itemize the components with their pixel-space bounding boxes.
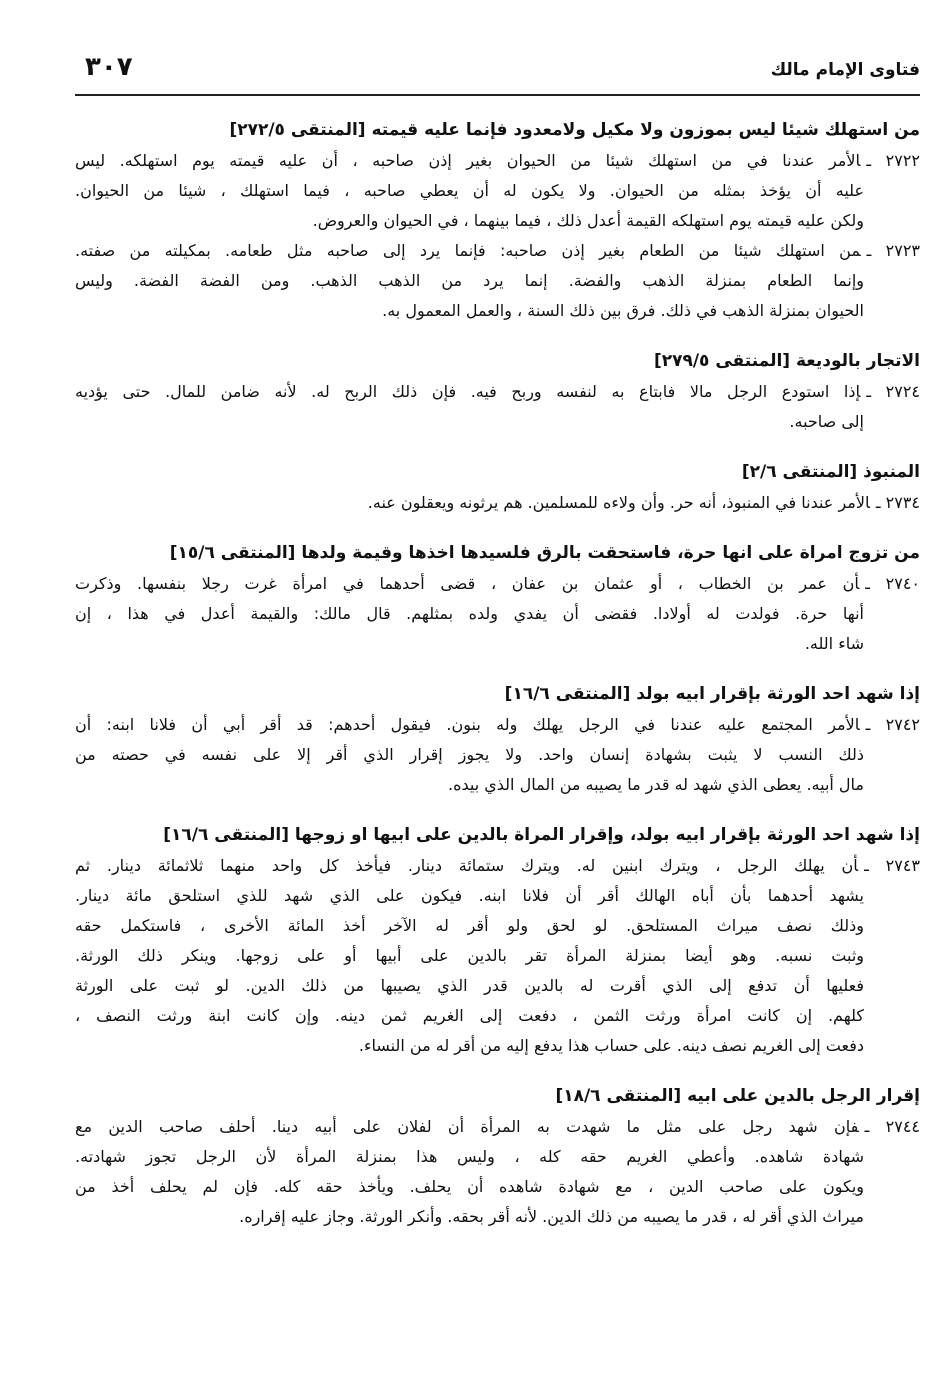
section-heading: من استهلك شيئا ليس بموزون ولا مكيل ولامعدود فإنما عليه قيمته [المنتقى ٢٧٢/٥] (229, 120, 920, 140)
text-line (75, 1001, 920, 1031)
running-header (75, 52, 920, 92)
text-line (75, 488, 920, 518)
text-line (75, 296, 920, 326)
section (75, 114, 920, 326)
line-text: ولكن عليه قيمته يوم استهلكه القيمة أعدل ذلك ، فيما بينهما ، في الحيوان والعروض. (312, 211, 864, 230)
paragraph-number: ٢٧٤٣ ـ (864, 856, 920, 875)
line-text: الحيوان بمنزلة الذهب في ذلك. فرق بين ذلك السنة ، والعمل المعمول به. (382, 301, 864, 320)
text-line (75, 266, 920, 296)
text-line (75, 971, 920, 1001)
line-text: ميراث الذي أقر له ، قدر ما يصيبه من ذلك الدين. لأنه أقر بحقه. وأنكر الورثة. وجاز عليه إقراره. (239, 1207, 864, 1226)
line-text: ويكون على صاحب الدين ، مع شهادة شاهده أن يحلف. ويأخذ حقه كله. فإن لم يحلف أخذ من (75, 1177, 864, 1196)
section-heading: إذا شهد احد الورثة بإقرار ابيه بولد، وإقرار المراة بالدين على ابيها او زوجها [المنتقى ١٦/٦] (163, 825, 920, 845)
line-text: يشهد أحدهما بأن أباه الهالك أقر أن فلانا ابنه. فيكون على الذي شهد للذي استلحق مائة دينار. (75, 886, 864, 905)
fatwa-paragraph (75, 851, 920, 1061)
section-heading: المنبوذ [المنتقى ٢/٦] (741, 462, 920, 482)
line-text: مال أبيه. يعطى الذي شهد له قدر ما يصيبه من المال الذي بيده. (448, 775, 864, 794)
section-heading: من تزوج امراة على انها حرة، فاستحقت بالرق فلسيدها اخذها وقيمة ولدها [المنتقى ١٥/٦] (169, 543, 920, 563)
paragraph-number: ٢٧٣٤ ـ (875, 493, 920, 512)
paragraph-number: ٢٧٢٣ ـ (866, 241, 920, 260)
fatwa-paragraph (75, 488, 920, 518)
line-text: وذلك نصف ميراث المستلحق. لو لحق ولو أقر له الآخر أخذ المائة الأخرى ، فاستكمل حقه (75, 916, 864, 935)
line-text: أنها حرة. فولدت له أولادا. فقضى أن يفدي ولده بمثلهم. قال مالك: والقيمة أعدل في هذا ، إن (75, 604, 864, 623)
section-heading: إقرار الرجل بالدين على ابيه [المنتقى ١٨/٦] (555, 1086, 920, 1106)
section (75, 456, 920, 518)
text-line (75, 770, 920, 800)
line-text: عليه أن يؤخذ بمثله من الحيوان. ولا يكون له أن يعطي صاحبه ، فيما استهلك ، شيئا من الحيوان. (75, 181, 864, 200)
section (75, 819, 920, 1061)
text-line (75, 569, 920, 599)
text-line (75, 407, 920, 437)
fatwa-paragraph (75, 569, 920, 659)
section (75, 537, 920, 659)
page-body (75, 114, 920, 1232)
text-line (75, 377, 920, 407)
fatwa-paragraph (75, 710, 920, 800)
fatwa-paragraph (75, 1112, 920, 1232)
line-text: شاء الله. (804, 634, 864, 653)
line-text: إذا استودع الرجل مالا فابتاع به لنفسه وربح فيه. فإن ذلك الربح له. لأنه ضامن للمال. حتى يؤديه (75, 382, 861, 401)
paragraph-number: ٢٧٤٤ ـ (864, 1117, 920, 1136)
text-line (75, 206, 920, 236)
line-text: الأمر عندنا في من استهلك شيئا من الحيوان بغير إذن صاحبه ، أن عليه قيمته يوم استهلكه. ليس (75, 151, 861, 170)
text-line (75, 146, 920, 176)
line-text: من استهلك شيئا من الطعام بغير إذن صاحبه: فإنما يرد إلى صاحبه مثل طعامه. بمكيلته من صفته. (75, 241, 861, 260)
text-line (75, 176, 920, 206)
paragraph-number: ٢٧٤٢ ـ (865, 715, 920, 734)
line-text: فعليها أن تدفع إلى الذي أقرت له بالدين قدر الذي يصيبها من ذلك الدين. لو ثبت على الورثة (75, 976, 864, 995)
text-line (75, 1112, 920, 1142)
line-text: فإن شهد رجل على مثل ما شهدت به المرأة أن لفلان على أبيه دينا. أحلف صاحب الدين مع (75, 1117, 859, 1136)
line-text: أن عمر بن الخطاب ، أو عثمان بن عفان ، قضى أحدهما في امرأة غرت رجلا بنفسها. وذكرت (75, 574, 860, 593)
line-text: شهادة شاهده. وأعطي الغريم حقه كله ، وليس هذا بمنزلة المرأة لأن الرجل تجوز شهادته. (75, 1147, 864, 1166)
line-text: إلى صاحبه. (789, 412, 864, 431)
book-title: فتاوى الإمام مالك (770, 60, 920, 80)
text-line (75, 941, 920, 971)
text-line (75, 1202, 920, 1232)
text-line (75, 236, 920, 266)
text-line (75, 740, 920, 770)
section (75, 678, 920, 800)
fatwa-paragraph (75, 146, 920, 236)
text-line (75, 710, 920, 740)
section-heading: إذا شهد احد الورثة بإقرار ابيه بولد [المنتقى ١٦/٦] (504, 684, 920, 704)
fatwa-paragraph (75, 377, 920, 437)
line-text: ذلك النسب لا يثبت بشهادة إنسان واحد. ولا يجوز إقرار الذي أقر إلا على نفسه في حصته من (75, 745, 864, 764)
page-number: ٣٠٧ (85, 52, 133, 82)
line-text: الأمر عندنا في المنبوذ، أنه حر. وأن ولاءه للمسلمين. هم يرثونه ويعقلون عنه. (367, 493, 870, 512)
fatwa-paragraph (75, 236, 920, 326)
text-line (75, 1172, 920, 1202)
header-rule (75, 94, 920, 96)
paragraph-number: ٢٧٢٤ ـ (866, 382, 920, 401)
paragraph-number: ٢٧٢٢ ـ (866, 151, 920, 170)
line-text: أن يهلك الرجل ، ويترك ابنين له. ويترك ستمائة دينار. فيأخذ كل واحد منهما ثلاثمائة دينار. ثم (75, 856, 859, 875)
line-text: وإنما الطعام بمنزلة الذهب والفضة. إنما يرد من الذهب الذهب. ومن الفضة الفضة. وليس (75, 271, 864, 290)
text-line (75, 599, 920, 629)
text-line (75, 851, 920, 881)
section-heading: الاتجار بالوديعة [المنتقى ٢٧٩/٥] (653, 351, 920, 371)
text-line (75, 911, 920, 941)
section (75, 1080, 920, 1232)
text-line (75, 881, 920, 911)
text-line (75, 1031, 920, 1061)
line-text: كلهم. إن كانت امرأة ورثت الثمن ، دفعت إلى الغريم ثمن دينه. وإن كانت ابنة ورثت النصف ، (75, 1006, 864, 1025)
text-line (75, 1142, 920, 1172)
paragraph-number: ٢٧٤٠ ـ (865, 574, 921, 593)
line-text: وثبت نسبه. وهو أيضا بمنزلة المرأة تقر بالدين على أبيها أو على زوجها. وينكر ذلك الورثة. (75, 946, 864, 965)
section (75, 345, 920, 437)
line-text: الأمر المجتمع عليه عندنا في الرجل يهلك وله بنون. فيقول أحدهم: قد أقر أبي أن فلانا ابنه: أن (75, 715, 860, 734)
text-line (75, 629, 920, 659)
line-text: دفعت إلى الغريم نصف دينه. على حساب هذا يدفع إليه من أقر له من النساء. (358, 1036, 864, 1055)
